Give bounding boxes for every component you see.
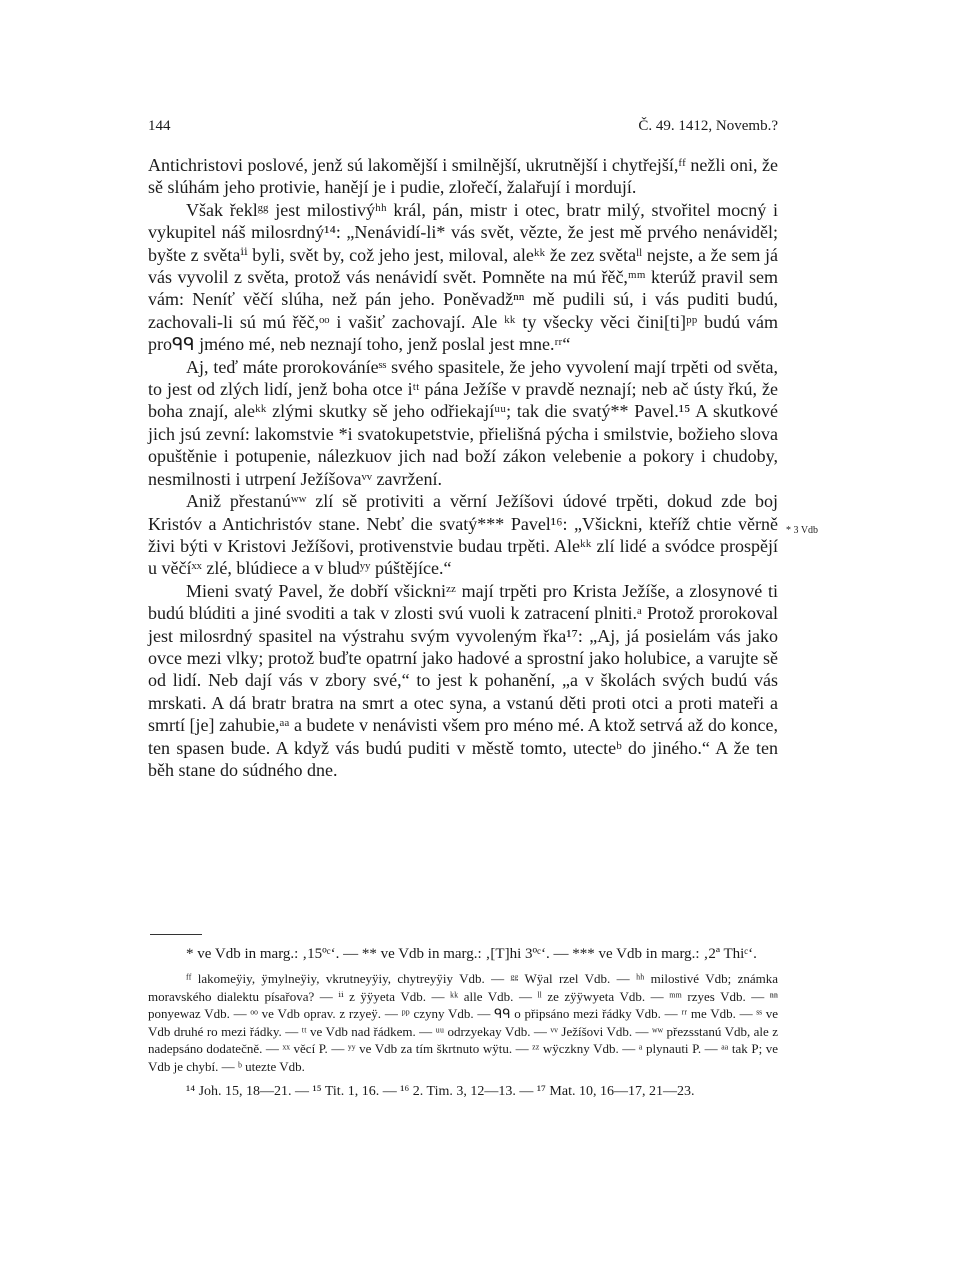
paragraph: Však řeklᵍᵍ jest milostivýʰʰ král, pán, mistr i otec, bratr milý, stvořitel mocný i vykupitel náš milosrdný¹⁴: „Nenávidí-li* vás svět, vězte, že jest mě prvého nenáviděl; byšte z světaⁱⁱ byli, svět by, což jeho jest, miloval, aleᵏᵏ že zez světaˡˡ nejste, a že sem já vás vyvolil z světa, protož vás nenávidí svět. Pomněte na mú řěč,ᵐᵐ kterúž pravil sem vám: Neníť věčí slúha, než pán jeho. Poněvadžⁿⁿ mě pudili sú, i vás puditi budú, zachovali-li sú mú řěč,ᵒᵒ i vašiť zachovají. Ale ᵏᵏ ty všecky věci čini[ti]ᵖᵖ budú vám proᑫᑫ jméno mé, neb neznají toho, jenž poslal jest mne.ʳʳ“ (148, 199, 778, 355)
critical-apparatus: ᶠᶠ lakomeÿiy, ÿmylneÿiy, vkrutneyÿiy, chytreyÿiy Vdb. — ᵍᵍ Wÿal rzel Vdb. — ʰʰ milostivé Vdb; známka moravského dialektu písařova? — ⁱⁱ z ÿÿyeta Vdb. — ᵏᵏ alle Vdb. — ˡˡ ze zÿÿwyeta Vdb. — ᵐᵐ rzyes Vdb. — ⁿⁿ ponyewaz Vdb. — ᵒᵒ ve Vdb oprav. z rzyeÿ. — ᵖᵖ czyny Vdb. — ᑫᑫ o připsáno mezi řádky Vdb. — ʳʳ me Vdb. — ˢˢ ve Vdb druhé ro mezi řádky. — ᵗᵗ ve Vdb nad řádkem. — ᵘᵘ odrzyekay Vdb. — ᵛᵛ Ježíšovi Vdb. — ʷʷ přezsstanú Vdb, ale z nadepsáno dodatečně. — ˣˣ věcí P. — ʸʸ ve Vdb za tím škrtnuto wÿtu. — ᶻᶻ wÿczkny Vdb. — ᵃ plynauti P. — ᵃᵃ tak P; ve Vdb je chybí. — ᵇ utezte Vdb. (148, 971, 778, 1074)
footnote-divider (150, 934, 202, 935)
paragraph: Aniž přestanúʷʷ zlí sě protiviti a věrní Ježíšovi údové trpěti, dokud zde boj Kristóv a Antichristóv stane. Nebť die svatý*** Pavel¹⁶: „Všickni, kteříž chtie věrně živi býti v Kristovi Ježíšovi, protivenstvie budau trpěti. Aleᵏᵏ zlí lidé a svódce prospějí u věčíˣˣ zlé, blúdiece a v bludʸʸ púštějíce.“ (148, 491, 778, 579)
paragraph: Mieni svatý Pavel, že dobří všickniᶻᶻ mají trpěti pro Krista Ježíše, a zlosynové ti budú blúditi a jiné svoditi a tak v zlosti svú vuoli k zatracení plniti.ᵃ Protož prorokoval jest milosrdný spasitel na výstrahu svým vyvoleným řka¹⁷: „Aj, já posielám vás jako ovce mezi vlky; protož buďte opatrní jako hadové a sprostní jako holubice, a varujte sě od lidí. Neb dají vás v zbory své,“ to jest k pohanění, „a v školách svých budú vás mrskati. A dá bratr bratra na smrt a otec syna, a vstanú děti proti otci a proti mateři a smrtí [je] zahubie,ᵃᵃ a budete v nenávisti všem pro méno mé. A ktož setrvá až do konce, ten spasen bude. A když vás budú puditi v městě tomto, utecteᵇ do jiného.“ A že ten běh stane do súdného dne. (148, 580, 778, 780)
main-text (148, 154, 778, 781)
running-head: Č. 49. 1412, Novemb.? (638, 118, 778, 134)
reference-notes: ¹⁴ Joh. 15, 18—21. — ¹⁵ Tit. 1, 16. — ¹⁶ 2. Tim. 3, 12—13. — ¹⁷ Mat. 10, 16—17, 21—23. (186, 1084, 695, 1099)
footnotes (148, 945, 778, 1101)
paragraph: Antichristovi poslové, jenž sú lakomější i smilnější, ukrutnější i chytřejší,ᶠᶠ nežli oni, že sě slúhám jeho protivie, hanějí je i pudie, zlořečí, žalařují i mordují. (148, 155, 778, 198)
marginal-footnotes: * ve Vdb in marg.: ‚15ºᶜ‘. — ** ve Vdb in marg.: ‚[T]hi 3ºᶜ‘. — *** ve Vdb in marg.: ‚2ª Thiᶜ‘. (186, 946, 757, 962)
margin-note: * 3 Vdb (786, 525, 819, 536)
page-number: 144 (148, 118, 171, 134)
paragraph: Aj, teď máte prorokováníeˢˢ svého spasitele, že jeho vyvolení mají trpěti od světa, to jest od zlých lidí, jenž boha otce iᵗᵗ pána Ježíše v pravdě neznají; neb ač ústy řkú, že boha znají, aleᵏᵏ zlými skutky sě jeho odřiekajíᵘᵘ; tak die svatý** Pavel.¹⁵ A skutkové jich jsú zevní: lakomstvie *i svatokupetstvie, přielišná pýcha i smilstvie, božieho slova opuštěnie i potupenie, nálezkuov jich nad boží zákon velebenie a pokory i chudoby, nesmilnosti i utrpení Ježíšovaᵛᵛ zavržení. (148, 356, 778, 489)
